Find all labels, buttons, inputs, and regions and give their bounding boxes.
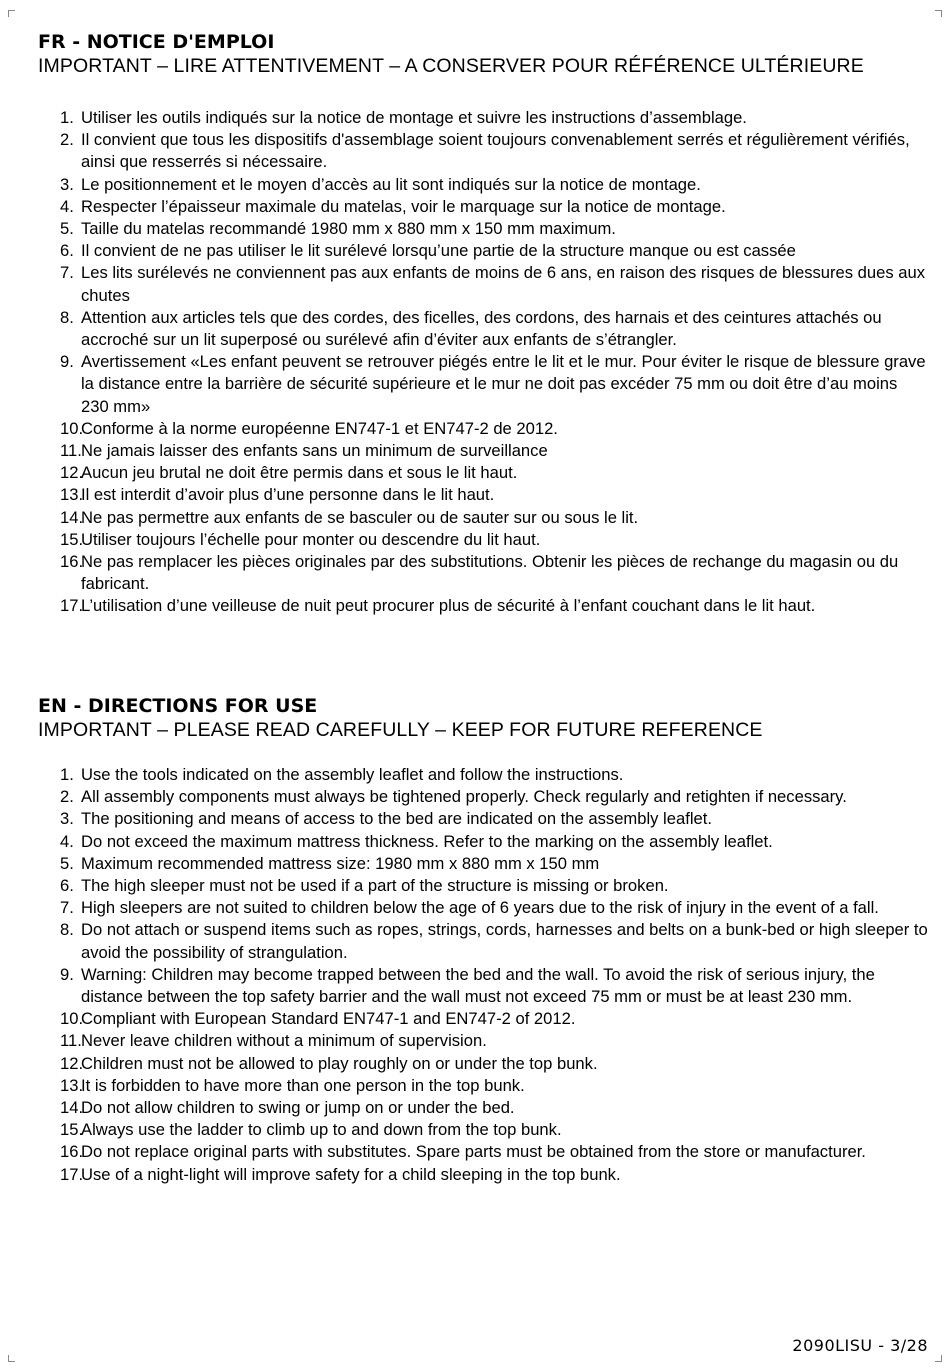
- list-item: [38, 462, 928, 484]
- list-item-text: The high sleeper must not be used if a part of the structure is missing or broken.: [81, 876, 669, 896]
- list-item-text: Do not replace original parts with substitutes. Spare parts must be obtained from the store or manufacturer.: [81, 1142, 866, 1162]
- list-item: [38, 262, 928, 306]
- list-item: [38, 1164, 928, 1186]
- section-fr: [38, 30, 928, 618]
- list-item: [38, 1053, 928, 1075]
- list-item: [38, 919, 928, 963]
- instruction-list-fr: [38, 107, 928, 618]
- list-item: [38, 808, 928, 830]
- section-heading-en: EN - DIRECTIONS FOR USE: [38, 695, 318, 717]
- list-item: [38, 1030, 928, 1052]
- list-item-number: 1.: [60, 108, 74, 127]
- list-item: [38, 240, 928, 262]
- list-item: [38, 853, 928, 875]
- list-item-number: 9.: [60, 964, 74, 984]
- list-item-text: Il convient de ne pas utiliser le lit surélevé lorsqu’une partie de la structure manque ou est cassée: [81, 241, 796, 261]
- list-item-number: 11.: [60, 1031, 82, 1051]
- list-item-text: Do not attach or suspend items such as ropes, strings, cords, harnesses and belts on a bunk-bed or high sleeper to avoid the possibility of strangulation.: [81, 920, 928, 962]
- list-item: [38, 196, 928, 218]
- list-item-text: It is forbidden to have more than one person in the top bunk.: [81, 1075, 525, 1095]
- list-item: [38, 351, 928, 418]
- list-item-text: Attention aux articles tels que des cordes, des ficelles, des cordons, des harnais et des ceintures attachés ou accroché sur un lit superposé ou surélevé afin d’éviter aux enfants de s’étrangler.: [81, 307, 882, 350]
- list-item: [38, 174, 928, 196]
- list-item: [38, 484, 928, 506]
- list-item-number: 15.: [60, 1120, 84, 1140]
- list-item-number: 3.: [60, 174, 74, 194]
- list-item-text: Utiliser les outils indiqués sur la notice de montage et suivre les instructions d’assemblage.: [81, 108, 747, 127]
- list-item-text: High sleepers are not suited to children below the age of 6 years due to the risk of injury in the event of a fall.: [81, 898, 879, 918]
- list-item-number: 7.: [60, 898, 74, 918]
- list-item-number: 2.: [60, 787, 74, 807]
- list-item-number: 16.: [60, 1142, 84, 1162]
- list-item-number: 12.: [60, 1053, 84, 1073]
- list-item-number: 14.: [60, 507, 84, 527]
- list-item: [38, 529, 928, 551]
- list-item-text: Do not allow children to swing or jump on or under the bed.: [81, 1098, 515, 1118]
- list-item-text: Ne pas permettre aux enfants de se basculer ou de sauter sur ou sous le lit.: [81, 507, 639, 527]
- list-item: [38, 897, 928, 919]
- list-item-text: Children must not be allowed to play roughly on or under the top bunk.: [81, 1053, 598, 1073]
- list-item-number: 11.: [60, 441, 82, 461]
- list-item-number: 15.: [60, 529, 84, 549]
- list-item: [38, 786, 928, 808]
- list-item: [38, 418, 928, 440]
- list-item-number: 14.: [60, 1098, 84, 1118]
- list-item-number: 10.: [60, 1009, 84, 1029]
- list-item-text: Il convient que tous les dispositifs d'assemblage soient toujours convenablement serrés et régulièrement vérifiés, ainsi que resserrés si nécessaire.: [81, 130, 910, 172]
- list-item-number: 10.: [60, 418, 84, 438]
- list-item-text: Never leave children without a minimum of supervision.: [81, 1031, 487, 1051]
- list-item-number: 12.: [60, 463, 84, 483]
- list-item-number: 5.: [60, 219, 74, 239]
- list-item-text: Use the tools indicated on the assembly leaflet and follow the instructions.: [81, 765, 624, 784]
- list-item-text: Il est interdit d’avoir plus d’une personne dans le lit haut.: [81, 485, 495, 505]
- list-item: [38, 964, 928, 1008]
- instruction-list-en: [38, 764, 928, 1186]
- list-item-text: Warning: Children may become trapped between the bed and the wall. To avoid the risk of serious injury, the distance between the top safety barrier and the wall must not exceed 75 mm or must be at least 230 mm.: [81, 964, 875, 1007]
- list-item-number: 1.: [60, 765, 74, 784]
- list-item-number: 5.: [60, 853, 74, 873]
- list-item-number: 13.: [60, 485, 84, 505]
- list-item: [38, 440, 928, 462]
- list-item: [38, 831, 928, 853]
- list-item-text: Utiliser toujours l’échelle pour monter ou descendre du lit haut.: [81, 529, 541, 549]
- list-item: [38, 307, 928, 351]
- list-item: [38, 1119, 928, 1141]
- list-item-text: The positioning and means of access to the bed are indicated on the assembly leaflet.: [81, 809, 712, 829]
- crop-mark-bottom-right: [935, 1355, 942, 1362]
- list-item-number: 7.: [60, 263, 74, 283]
- list-item: [38, 595, 928, 617]
- section-subheading-fr: IMPORTANT – LIRE ATTENTIVEMENT – A CONSERVER POUR RÉFÉRENCE ULTÉRIEURE: [38, 55, 864, 77]
- list-item-text: Use of a night-light will improve safety for a child sleeping in the top bunk.: [81, 1164, 621, 1184]
- list-item-text: Respecter l’épaisseur maximale du matelas, voir le marquage sur la notice de montage.: [81, 196, 726, 216]
- list-item-text: All assembly components must always be tightened properly. Check regularly and retighten if necessary.: [81, 787, 847, 807]
- list-item: [38, 129, 928, 173]
- list-item: [38, 1141, 928, 1163]
- section-en: [38, 694, 928, 1186]
- list-item-text: Ne jamais laisser des enfants sans un minimum de surveillance: [81, 441, 548, 461]
- list-item: [38, 107, 928, 129]
- crop-mark-top-right: [935, 10, 942, 17]
- list-item-number: 4.: [60, 831, 74, 851]
- list-item: [38, 1097, 928, 1119]
- section-subheading-en: IMPORTANT – PLEASE READ CAREFULLY – KEEP FOR FUTURE REFERENCE: [38, 719, 763, 741]
- list-item-number: 4.: [60, 196, 74, 216]
- list-item: [38, 1075, 928, 1097]
- list-item-number: 17.: [60, 596, 84, 616]
- list-item-number: 16.: [60, 552, 84, 572]
- list-item: [38, 1008, 928, 1030]
- list-item-text: Taille du matelas recommandé 1980 mm x 880 mm x 150 mm maximum.: [81, 219, 616, 239]
- list-item-number: 6.: [60, 876, 74, 896]
- list-item-text: Ne pas remplacer les pièces originales par des substitutions. Obtenir les pièces de rechange du magasin ou du fabricant.: [81, 552, 899, 594]
- list-item: [38, 218, 928, 240]
- list-item-number: 2.: [60, 130, 74, 150]
- list-item-number: 13.: [60, 1075, 84, 1095]
- list-item-number: 3.: [60, 809, 74, 829]
- list-item: [38, 764, 928, 786]
- list-item-text: Conforme à la norme européenne EN747-1 et EN747-2 de 2012.: [81, 418, 558, 438]
- list-item: [38, 551, 928, 595]
- list-item: [38, 507, 928, 529]
- crop-mark-bottom-left: [8, 1355, 15, 1362]
- list-item-text: L’utilisation d’une veilleuse de nuit peut procurer plus de sécurité à l’enfant couchant dans le lit haut.: [81, 596, 816, 616]
- list-item-text: Maximum recommended mattress size: 1980 mm x 880 mm x 150 mm: [81, 853, 600, 873]
- list-item: [38, 875, 928, 897]
- section-heading-fr: FR - NOTICE D'EMPLOI: [38, 31, 275, 53]
- list-item-text: Compliant with European Standard EN747-1 and EN747-2 of 2012.: [81, 1009, 576, 1029]
- list-item-text: Do not exceed the maximum mattress thickness. Refer to the marking on the assembly leaflet.: [81, 831, 773, 851]
- list-item-text: Le positionnement et le moyen d’accès au lit sont indiqués sur la notice de montage.: [81, 174, 701, 194]
- list-item-text: Always use the ladder to climb up to and down from the top bunk.: [81, 1120, 562, 1140]
- list-item-number: 17.: [60, 1164, 84, 1184]
- list-item-number: 6.: [60, 241, 74, 261]
- list-item-text: Avertissement «Les enfant peuvent se retrouver piégés entre le lit et le mur. Pour éviter le risque de blessure grave la distance entre la barrière de sécurité supérieure et le mur ne doit pas excéder 75 mm ou doit être d’au moins 230 mm»: [81, 352, 926, 416]
- page-reference: 2090LISU - 3/28: [792, 1336, 928, 1355]
- crop-mark-top-left: [8, 10, 15, 17]
- list-item-text: Aucun jeu brutal ne doit être permis dans et sous le lit haut.: [81, 463, 518, 483]
- list-item-number: 9.: [60, 352, 74, 372]
- list-item-text: Les lits surélevés ne conviennent pas aux enfants de moins de 6 ans, en raison des risques de blessures dues aux chutes: [81, 263, 926, 305]
- list-item-number: 8.: [60, 307, 74, 327]
- list-item-number: 8.: [60, 920, 74, 940]
